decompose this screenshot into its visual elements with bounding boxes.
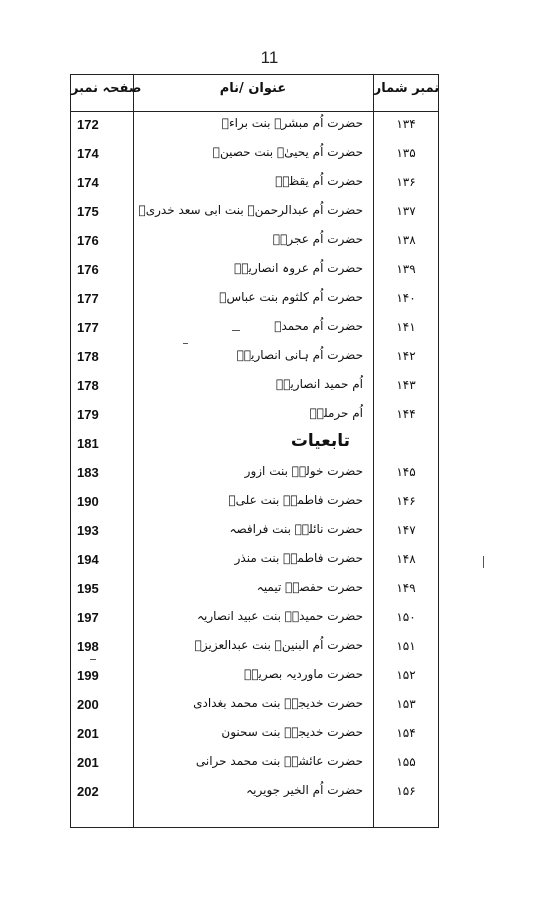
- row-page-number: 176: [77, 233, 99, 248]
- row-page-number: 179: [77, 407, 99, 422]
- table-row: [71, 749, 438, 778]
- header-title: عنوان /نام: [219, 81, 287, 96]
- row-title: حضرت اُم یحییٰؓ بنت حصینؓ: [212, 145, 363, 159]
- row-page-number: 202: [77, 784, 99, 799]
- row-page-number: 177: [77, 291, 99, 306]
- section-heading: تابعیات: [290, 431, 350, 451]
- scan-speck: [232, 330, 240, 331]
- row-page-number: 177: [77, 320, 99, 335]
- row-serial-number: ۱۴۸: [396, 552, 416, 566]
- row-serial-number: ۱۳۹: [396, 262, 416, 276]
- table-row: [71, 517, 438, 546]
- row-title: حضرت حفصہؒ تیمیہ: [256, 580, 363, 594]
- page-number: 11: [260, 48, 279, 67]
- row-page-number: 198: [77, 639, 99, 654]
- row-page-number: 178: [77, 349, 99, 364]
- row-serial-number: ۱۴۰: [396, 291, 416, 305]
- row-page-number: 194: [77, 552, 99, 567]
- table-row: [71, 314, 438, 343]
- row-page-number: 197: [77, 610, 99, 625]
- row-serial-number: ۱۴۹: [396, 581, 416, 595]
- row-title: اُم حرملہؓ: [309, 406, 363, 420]
- row-title: حضرت اُم محمدؓ: [274, 319, 363, 333]
- row-page-number: 174: [77, 146, 99, 161]
- section-heading-row: [71, 430, 438, 459]
- row-title: حضرت اُم عروہ انصاریہؓ: [234, 261, 363, 275]
- row-serial-number: ۱۴۶: [396, 494, 416, 508]
- table-row: [71, 169, 438, 198]
- header-serial-number: نمبر شمار: [373, 81, 440, 96]
- row-page-number: 174: [77, 175, 99, 190]
- row-page-number: 195: [77, 581, 99, 596]
- row-title: حضرت اُم الخیر جویریہ: [246, 783, 363, 797]
- row-page-number: 181: [77, 436, 99, 451]
- table-row: [71, 488, 438, 517]
- table-row: [71, 459, 438, 488]
- row-serial-number: ۱۵۰: [396, 610, 416, 624]
- row-title: حضرت خدیجہؒ بنت محمد بغدادی: [193, 696, 363, 710]
- table-row: [71, 662, 438, 691]
- table-row: [71, 198, 438, 227]
- row-title: اُم حمید انصاریہؓ: [276, 377, 363, 391]
- row-page-number: 178: [77, 378, 99, 393]
- row-serial-number: ۱۳۸: [396, 233, 416, 247]
- table-row: [71, 720, 438, 749]
- row-page-number: 175: [77, 204, 99, 219]
- row-title: حضرت اُم عجرہؓ: [272, 232, 363, 246]
- row-page-number: 201: [77, 755, 99, 770]
- row-serial-number: ۱۵۵: [396, 755, 416, 769]
- row-serial-number: ۱۵۶: [396, 784, 416, 798]
- row-page-number: 200: [77, 697, 99, 712]
- row-title: حضرت عائشہؒ بنت محمد حرانی: [195, 754, 363, 768]
- row-page-number: 172: [77, 117, 99, 132]
- row-title: حضرت حمیدہؒ بنت عبید انصاریہ: [196, 609, 363, 623]
- table-row: [71, 111, 438, 140]
- row-serial-number: ۱۳۵: [396, 146, 416, 160]
- table-row: [71, 575, 438, 604]
- row-page-number: 190: [77, 494, 99, 509]
- table-row: [71, 401, 438, 430]
- row-title: حضرت فاطمہؒ بنت علیؓ: [228, 493, 363, 507]
- table-row: [71, 227, 438, 256]
- row-page-number: 193: [77, 523, 99, 538]
- table-row: [71, 140, 438, 169]
- row-page-number: 176: [77, 262, 99, 277]
- table-row: [71, 604, 438, 633]
- row-title: حضرت فاطمہؒ بنت منذر: [234, 551, 363, 565]
- row-serial-number: ۱۳۷: [396, 204, 416, 218]
- row-serial-number: ۱۴۲: [396, 349, 416, 363]
- scan-speck: [90, 659, 96, 660]
- row-serial-number: ۱۴۷: [396, 523, 416, 537]
- row-page-number: 201: [77, 726, 99, 741]
- row-title: حضرت ماوردیہ بصریہؒ: [244, 667, 363, 681]
- table-body: [71, 111, 438, 807]
- row-serial-number: ۱۵۴: [396, 726, 416, 740]
- table-row: [71, 633, 438, 662]
- row-title: حضرت اُم کلثوم بنت عباسؓ: [219, 290, 363, 304]
- table-row: [71, 343, 438, 372]
- row-title: حضرت نائلہؒ بنت فرافصہ: [229, 522, 363, 536]
- table-row: [71, 256, 438, 285]
- table-row: [71, 778, 438, 807]
- row-title: حضرت اُم عبدالرحمنؓ بنت ابی سعد خدریؓ: [138, 203, 363, 217]
- row-title: حضرت اُم مبشرؓ بنت براءؓ: [221, 116, 363, 130]
- row-title: حضرت خولہؒ بنت ازور: [244, 464, 363, 478]
- table-row: [71, 546, 438, 575]
- row-title: حضرت اُم ہانی انصاریہؓ: [236, 348, 363, 362]
- row-serial-number: ۱۴۱: [396, 320, 416, 334]
- table-row: [71, 285, 438, 314]
- scan-speck: [483, 556, 484, 568]
- row-serial-number: ۱۳۴: [396, 117, 416, 131]
- table-row: [71, 372, 438, 401]
- row-title: حضرت اُم یقظہؓ: [275, 174, 363, 188]
- row-serial-number: ۱۴۵: [396, 465, 416, 479]
- row-serial-number: ۱۴۳: [396, 378, 416, 392]
- row-serial-number: ۱۵۳: [396, 697, 416, 711]
- row-title: حضرت اُم البنینؒ بنت عبدالعزیزؒ: [194, 638, 363, 652]
- row-serial-number: ۱۵۱: [396, 639, 416, 653]
- table-row: [71, 691, 438, 720]
- row-title: حضرت خدیجہؒ بنت سحنون: [221, 725, 363, 739]
- row-page-number: 199: [77, 668, 99, 683]
- index-table: [70, 74, 439, 828]
- row-serial-number: ۱۵۲: [396, 668, 416, 682]
- row-page-number: 183: [77, 465, 99, 480]
- header-page-number: صفحہ نمبر: [71, 81, 142, 96]
- row-serial-number: ۱۳۶: [396, 175, 416, 189]
- row-serial-number: ۱۴۴: [396, 407, 416, 421]
- scan-speck: [183, 343, 188, 344]
